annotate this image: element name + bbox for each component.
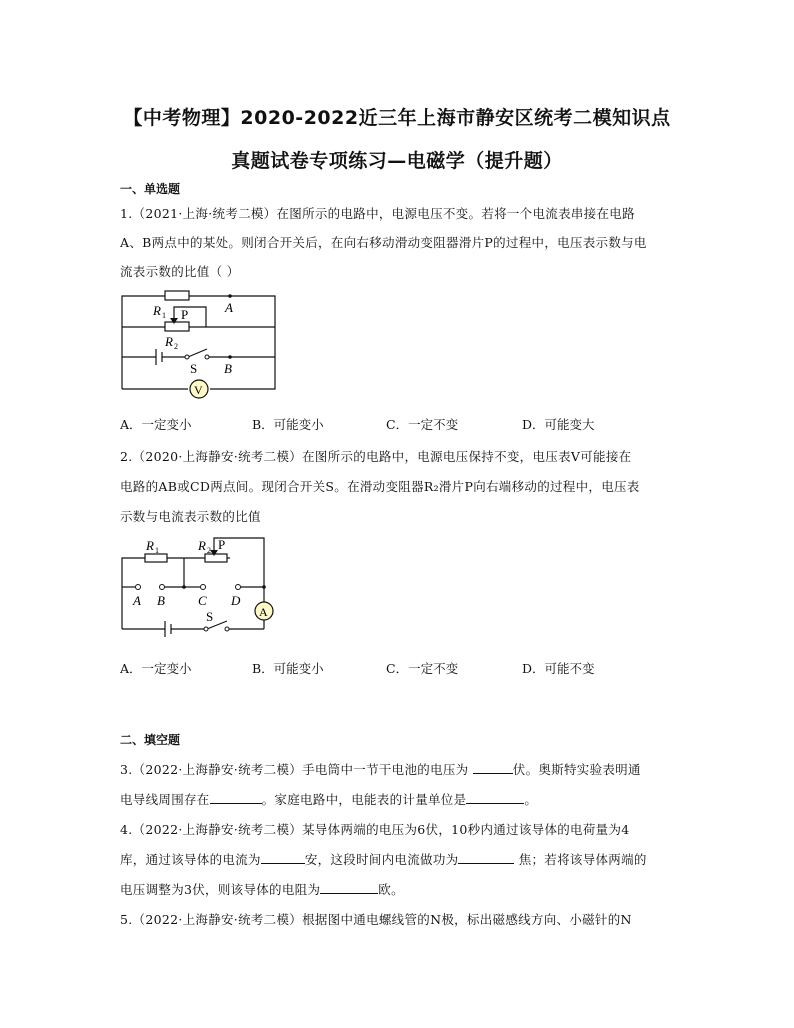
q3-text-2a: 电导线周围存在 bbox=[120, 792, 210, 807]
section-single-choice: 一、单选题 bbox=[120, 182, 181, 196]
q3-line-1 bbox=[120, 760, 680, 778]
q3-text-1a: 3.（2022·上海静安·统考二模）手电筒中一节干电池的电压为 bbox=[120, 762, 473, 777]
title-line-1: 【中考物理】2020-2022近三年上海市静安区统考二模知识点 bbox=[123, 107, 671, 129]
q1-label-r2: R bbox=[165, 334, 173, 349]
q1-option-c: C．一定不变 bbox=[386, 417, 459, 432]
q2-ammeter-label: A bbox=[259, 605, 268, 619]
q3-text-1b: 伏。奥斯特实验表明通 bbox=[512, 762, 641, 777]
q1-label-p: P bbox=[181, 307, 189, 322]
q2-label-r1-sub: 1 bbox=[155, 546, 159, 555]
q2-option-b: B．可能变小 bbox=[252, 661, 324, 676]
q2-label-b: B bbox=[157, 593, 165, 608]
q1-label-b: B bbox=[224, 361, 232, 376]
q2-option-c: C．一定不变 bbox=[386, 661, 459, 676]
q2-label-p: P bbox=[218, 537, 226, 552]
title-line-2: 真题试卷专项练习—电磁学（提升题） bbox=[231, 150, 563, 172]
q1-label-a: A bbox=[225, 300, 233, 315]
q2-label-d: D bbox=[231, 593, 241, 608]
q4-blank-3[interactable] bbox=[320, 881, 378, 894]
q4-text-2a: 库，通过该导体的电流为 bbox=[120, 852, 261, 867]
q2-option-d: D．可能不变 bbox=[522, 661, 595, 676]
q2-label-c: C bbox=[198, 593, 207, 608]
q1-label-r2-sub: 2 bbox=[174, 342, 178, 351]
q2-circuit-diagram bbox=[110, 530, 280, 640]
q1-label-s: S bbox=[190, 361, 198, 376]
q2-label-r2: R bbox=[198, 538, 206, 553]
q1-option-b: B．可能变小 bbox=[252, 417, 324, 432]
q4-text-3b: 欧。 bbox=[378, 882, 404, 897]
q4-line-1: 4.（2022·上海静安·统考二模）某导体两端的电压为6伏，10秒内通过该导体的电荷量为4 bbox=[120, 822, 630, 837]
q3-blank-1[interactable] bbox=[473, 761, 513, 774]
q4-blank-2[interactable] bbox=[458, 851, 514, 864]
q5-line-1: 5.（2022·上海静安·统考二模）根据图中通电螺线管的N极，标出磁感线方向、小磁针的N bbox=[120, 912, 632, 927]
q1-option-a: A．一定变小 bbox=[120, 417, 192, 432]
q4-text-2c: 焦；若将该导体两端的 bbox=[514, 852, 647, 867]
q4-text-3a: 电压调整为3伏，则该导体的电阻为 bbox=[120, 882, 321, 897]
q4-line-3 bbox=[120, 880, 680, 898]
q1-line-1: 1.（2021·上海·统考二模）在图所示的电路中，电源电压不变。若将一个电流表串接在电路 bbox=[120, 206, 635, 221]
q4-blank-1[interactable] bbox=[261, 851, 305, 864]
q1-label-r1: R bbox=[153, 303, 161, 318]
q1-voltmeter-label: V bbox=[194, 383, 203, 397]
q2-label-a: A bbox=[133, 593, 141, 608]
q3-text-2b: 。家庭电路中，电能表的计量单位是 bbox=[261, 792, 467, 807]
q2-line-2: 电路的AB或CD两点间。现闭合开关S。在滑动变阻器R₂滑片P向右端移动的过程中，电压表 bbox=[120, 479, 640, 494]
q3-line-2 bbox=[120, 790, 680, 808]
q3-blank-2[interactable] bbox=[210, 791, 262, 804]
q3-text-2c: 。 bbox=[524, 792, 538, 807]
section-fill-in: 二、填空题 bbox=[120, 733, 181, 747]
q1-option-d: D．可能变大 bbox=[522, 417, 595, 432]
q2-label-r2-sub: 2 bbox=[207, 546, 211, 555]
q2-label-s: S bbox=[206, 609, 214, 624]
q2-line-3: 示数与电流表示数的比值 bbox=[120, 509, 261, 524]
q4-text-2b: 安，这段时间内电流做功为 bbox=[304, 852, 459, 867]
q1-line-2: A、B两点中的某处。则闭合开关后，在向右移动滑动变阻器滑片P的过程中，电压表示数与电 bbox=[120, 235, 647, 250]
q3-blank-3[interactable] bbox=[466, 791, 524, 804]
q1-line-3: 流表示数的比值（ ） bbox=[120, 264, 240, 279]
q1-circuit-diagram bbox=[110, 285, 290, 403]
q2-option-a: A．一定变小 bbox=[120, 661, 192, 676]
q1-label-r1-sub: 1 bbox=[162, 311, 166, 320]
q4-line-2 bbox=[120, 850, 680, 868]
q2-label-r1: R bbox=[146, 538, 154, 553]
q2-line-1: 2.（2020·上海静安·统考二模）在图所示的电路中，电源电压保持不变，电压表V可能接在 bbox=[120, 449, 632, 464]
